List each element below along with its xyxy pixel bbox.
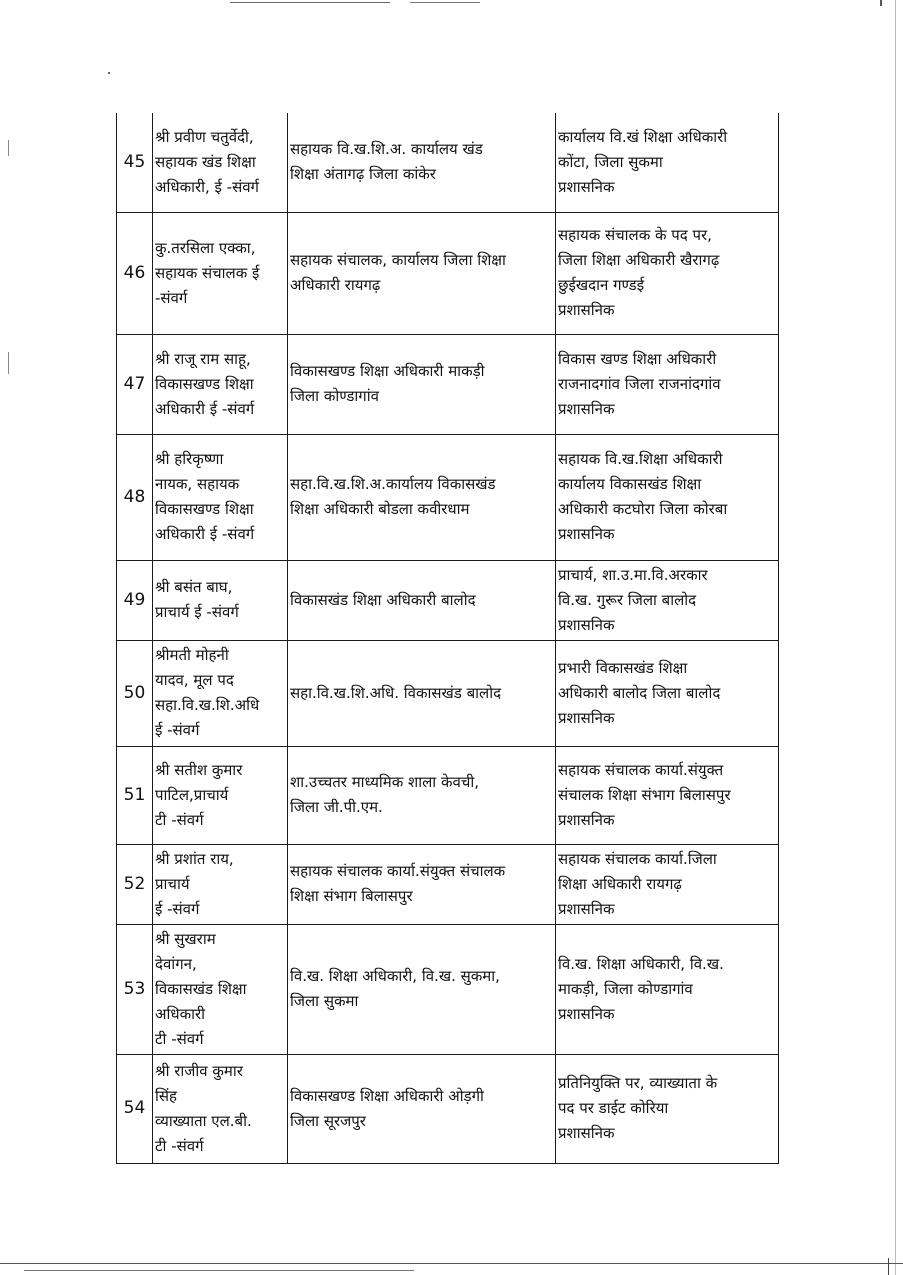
officer-name-line: विकासखण्ड शिक्षा: [155, 500, 254, 518]
current-posting-line: सहा.वि.ख.शि.अधि. विकासखंड बालोद: [290, 683, 502, 702]
new-posting-line: प्रभारी विकासखंड शिक्षा: [558, 658, 688, 677]
current-posting-line: सहा.वि.ख.शि.अ.कार्यालय विकासखंड: [290, 475, 496, 493]
officer-name-line: सहायक खंड शिक्षा: [155, 152, 256, 171]
current-posting-line: जिला कोण्डागांव: [290, 387, 379, 405]
new-posting-line: प्रशासनिक: [558, 615, 615, 634]
new-posting-cell: [556, 746, 779, 844]
officer-name-line: यादव, मूल पद: [155, 671, 234, 689]
current-posting-cell: [288, 560, 556, 640]
new-posting-cell: [556, 334, 779, 434]
new-posting-line: प्रशासनिक: [558, 177, 615, 196]
current-posting-line: जिला सुकमा: [290, 992, 359, 1010]
current-posting-cell: [288, 334, 556, 434]
new-posting-line: प्रशासनिक: [558, 1004, 615, 1023]
current-posting-line: सहायक संचालक, कार्यालय जिला शिक्षा: [290, 251, 506, 269]
table-row: [117, 746, 779, 844]
page-edge-right: [895, 0, 896, 1275]
table-row: [117, 113, 779, 212]
new-posting-cell: [556, 844, 779, 924]
current-posting-line: शिक्षा अंतागढ़ जिला कांकेर: [290, 165, 436, 184]
current-posting-cell: [288, 924, 556, 1054]
new-posting-cell: [556, 924, 779, 1054]
new-posting-line: शिक्षा अधिकारी रायगढ़: [558, 874, 682, 893]
scan-artifact-line: [410, 2, 480, 3]
officer-name-cell: [153, 434, 288, 560]
officer-name-line: देवांगन,: [155, 954, 197, 973]
current-posting-line: शिक्षा संभाग बिलासपुर: [290, 887, 413, 905]
officer-name-line: श्री सतीश कुमार: [155, 760, 243, 779]
new-posting-line: संचालक शिक्षा संभाग बिलासपुर: [558, 785, 731, 804]
table-row: [117, 560, 779, 640]
officer-name-cell: [153, 746, 288, 844]
officer-name-line: ई -संवर्ग: [155, 899, 200, 918]
officer-name-line: अधिकारी, ई -संवर्ग: [155, 177, 260, 196]
officer-name-line: सहा.वि.ख.शि.अधि: [155, 696, 260, 714]
new-posting-line: प्रशासनिक: [558, 399, 615, 418]
officer-name-line: सहायक संचालक ई: [155, 263, 260, 282]
new-posting-line: अधिकारी बालोद जिला बालोद: [558, 683, 721, 702]
officer-name-line: विकासखंड शिक्षा: [155, 979, 247, 998]
officer-name-line: प्राचार्य: [155, 874, 190, 893]
officer-name-line: व्याख्याता एल.बी.: [155, 1111, 252, 1130]
new-posting-line: प्रतिनियुक्ति पर, व्याख्याता के: [558, 1074, 718, 1092]
officer-name-line: श्री प्रशांत राय,: [155, 849, 234, 868]
officer-name-line: ई -संवर्ग: [155, 721, 200, 739]
current-posting-line: शा.उच्चतर माध्यमिक शाला केवची,: [290, 773, 479, 791]
margin-punch-mark: [8, 140, 9, 156]
scan-bottom-edge: [0, 1263, 903, 1264]
current-posting-line: विकासखण्ड शिक्षा अधिकारी ओड़गी: [290, 1086, 484, 1105]
current-posting-cell: [288, 640, 556, 746]
officer-name-line: श्री सुखराम: [155, 929, 216, 948]
new-posting-line: कोंटा, जिला सुकमा: [558, 152, 663, 171]
new-posting-line: माकड़ी, जिला कोण्डागांव: [558, 979, 693, 998]
scan-artifact-mark: [880, 0, 882, 6]
new-posting-line: छुईखदान गण्डई: [558, 276, 645, 294]
officer-name-line: कु.तरसिला एक्का,: [155, 238, 256, 257]
officer-name-line: अधिकारी ई -संवर्ग: [155, 525, 255, 543]
officer-name-line: सिंह: [155, 1086, 177, 1105]
officer-name-line: टी -संवर्ग: [155, 1136, 204, 1155]
serial-number: 52: [117, 844, 153, 924]
table-row: [117, 334, 779, 434]
officer-name-cell: [153, 334, 288, 434]
officer-name-line: पाटिल,प्राचार्य: [155, 785, 229, 804]
new-posting-line: प्राचार्य, शा.उ.मा.वि.अरकार: [558, 565, 708, 584]
officer-name-line: टी -संवर्ग: [155, 1029, 204, 1048]
new-posting-line: अधिकारी कटघोरा जिला कोरबा: [558, 500, 728, 518]
current-posting-line: शिक्षा अधिकारी बोडला कवीरधाम: [290, 500, 470, 518]
serial-number: 47: [117, 334, 153, 434]
scan-artifact-line: [230, 2, 390, 3]
table-row: [117, 640, 779, 746]
officer-name-line: श्रीमती मोहनी: [155, 646, 229, 664]
scan-top-edge: [0, 0, 903, 6]
current-posting-cell: [288, 1054, 556, 1163]
table-row: [117, 924, 779, 1054]
serial-number: 45: [117, 113, 153, 212]
current-posting-line: जिला सूरजपुर: [290, 1111, 366, 1130]
new-posting-line: प्रशासनिक: [558, 525, 615, 543]
officer-name-cell: [153, 113, 288, 212]
new-posting-cell: [556, 560, 779, 640]
new-posting-line: सहायक संचालक के पद पर,: [558, 226, 712, 244]
new-posting-line: प्रशासनिक: [558, 810, 615, 829]
new-posting-line: प्रशासनिक: [558, 1124, 615, 1142]
new-posting-line: जिला शिक्षा अधिकारी खैरागढ़: [558, 251, 720, 269]
current-posting-cell: [288, 212, 556, 334]
officer-name-cell: [153, 560, 288, 640]
new-posting-line: वि.ख. शिक्षा अधिकारी, वि.ख.: [558, 954, 724, 973]
officer-name-cell: [153, 212, 288, 334]
new-posting-cell: [556, 113, 779, 212]
officer-name-cell: [153, 844, 288, 924]
new-posting-line: वि.ख. गुरूर जिला बालोद: [558, 590, 697, 609]
officer-name-line: श्री प्रवीण चतुर्वेदी,: [155, 127, 254, 146]
current-posting-line: सहायक संचालक कार्या.संयुक्त संचालक: [290, 862, 506, 880]
new-posting-line: सहायक संचालक कार्या.जिला: [558, 849, 717, 868]
officer-name-line: श्री हरिकृष्णा: [155, 450, 224, 468]
current-posting-line: वि.ख. शिक्षा अधिकारी, वि.ख. सुकमा,: [290, 967, 500, 985]
current-posting-line: विकासखंड शिक्षा अधिकारी बालोद: [290, 590, 476, 609]
new-posting-line: पद पर डाईट कोरिया: [558, 1099, 669, 1117]
serial-number: 48: [117, 434, 153, 560]
new-posting-line: राजनादगांव जिला राजनांदगांव: [558, 374, 721, 393]
officer-name-line: नायक, सहायक: [155, 475, 240, 493]
current-posting-line: सहायक वि.ख.शि.अ. कार्यालय खंड: [290, 140, 483, 159]
new-posting-cell: [556, 640, 779, 746]
scan-bottom-edge: [24, 1270, 414, 1271]
new-posting-line: सहायक वि.ख.शिक्षा अधिकारी: [558, 450, 723, 468]
officer-name-cell: [153, 924, 288, 1054]
new-posting-line: कार्यालय वि.खं शिक्षा अधिकारी: [558, 127, 728, 146]
current-posting-cell: [288, 434, 556, 560]
current-posting-line: जिला जी.पी.एम.: [290, 798, 383, 816]
serial-number: 46: [117, 212, 153, 334]
officer-name-line: प्राचार्य ई -संवर्ग: [155, 603, 239, 621]
officer-name-line: -संवर्ग: [155, 288, 188, 307]
officer-name-cell: [153, 640, 288, 746]
officer-name-line: विकासखण्ड शिक्षा: [155, 374, 254, 393]
serial-number: 50: [117, 640, 153, 746]
officer-name-cell: [153, 1054, 288, 1163]
scan-speck: [108, 72, 110, 74]
officer-name-line: अधिकारी: [155, 1004, 205, 1023]
current-posting-line: विकासखण्ड शिक्षा अधिकारी माकड़ी: [290, 362, 485, 380]
new-posting-line: प्रशासनिक: [558, 899, 615, 918]
new-posting-line: कार्यालय विकासखंड शिक्षा: [558, 475, 702, 493]
new-posting-line: प्रशासनिक: [558, 708, 615, 727]
serial-number: 53: [117, 924, 153, 1054]
table-row: [117, 844, 779, 924]
current-posting-cell: [288, 746, 556, 844]
table-row: [117, 434, 779, 560]
transfer-order-table: [116, 113, 779, 1164]
table-row: [117, 1054, 779, 1163]
new-posting-line: प्रशासनिक: [558, 301, 615, 319]
officer-name-line: टी -संवर्ग: [155, 810, 204, 829]
table-row: [117, 212, 779, 334]
new-posting-cell: [556, 1054, 779, 1163]
current-posting-cell: [288, 113, 556, 212]
new-posting-line: विकास खण्ड शिक्षा अधिकारी: [558, 349, 717, 368]
officer-name-line: अधिकारी ई -संवर्ग: [155, 399, 255, 418]
new-posting-line: सहायक संचालक कार्या.संयुक्त: [558, 760, 724, 779]
serial-number: 51: [117, 746, 153, 844]
serial-number: 49: [117, 560, 153, 640]
current-posting-cell: [288, 844, 556, 924]
margin-punch-mark: [8, 352, 9, 374]
officer-name-line: श्री बसंत बाघ,: [155, 578, 233, 596]
new-posting-cell: [556, 434, 779, 560]
serial-number: 54: [117, 1054, 153, 1163]
scan-artifact-mark: [888, 1258, 889, 1275]
new-posting-cell: [556, 212, 779, 334]
officer-name-line: श्री राजीव कुमार: [155, 1061, 243, 1080]
officer-name-line: श्री राजू राम साहू,: [155, 349, 251, 368]
current-posting-line: अधिकारी रायगढ़: [290, 276, 381, 294]
